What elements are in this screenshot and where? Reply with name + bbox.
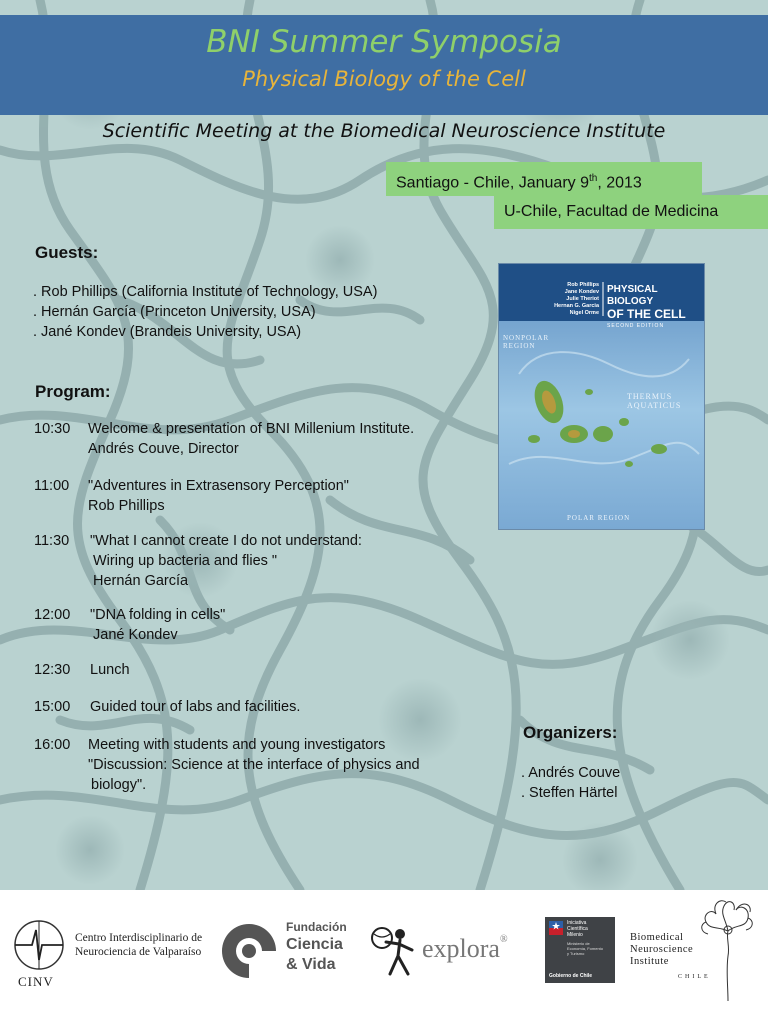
program-time: 16:00 <box>34 737 71 753</box>
program-time: 12:00 <box>34 607 71 623</box>
explora-name <box>422 934 508 964</box>
fundacion-emblem-icon <box>218 920 280 982</box>
program-details <box>90 531 480 591</box>
program-time: 11:30 <box>34 533 70 549</box>
sponsor-footer <box>0 890 768 1009</box>
program-line: "DNA folding in cells" <box>90 607 226 623</box>
book-edition: SECOND EDITION <box>607 323 665 329</box>
program-time: 10:30 <box>34 421 71 437</box>
gobierno-line: Economía, Fomento <box>567 946 604 951</box>
book-author: Julie Theriot <box>566 296 599 302</box>
venue-text: U-Chile, Facultad de Medicina <box>504 203 719 220</box>
cinv-acronym: CINV <box>18 974 54 989</box>
neuron-tree-icon <box>698 896 756 1001</box>
program-line: Welcome & presentation of BNI Millenium Institute. <box>88 421 415 437</box>
program-line: Meeting with students and young investigators <box>88 737 386 753</box>
book-author: Rob Phillips <box>567 282 599 288</box>
program-time: 15:00 <box>34 699 71 715</box>
guest-item: . Jané Kondev (Brandeis University, USA) <box>33 324 302 340</box>
bni-country: CHILE <box>678 974 711 980</box>
fundacion-logo <box>218 920 358 990</box>
book-author: Hernan G. Garcia <box>554 303 599 309</box>
venue-box <box>494 195 768 229</box>
page-subtitle: Physical Biology of the Cell <box>242 67 526 91</box>
program-details <box>88 419 478 459</box>
program-heading: Program: <box>35 382 111 401</box>
gobierno-line: Científica <box>567 926 588 932</box>
organizer-list <box>521 763 620 803</box>
program-line: Guided tour of labs and facilities. <box>90 699 301 715</box>
bni-logo <box>630 896 760 1001</box>
date-text: Santiago - Chile, January 9 <box>396 174 589 192</box>
gobierno-line: Ministerio de <box>567 941 590 946</box>
meeting-description: Scientific Meeting at the Biomedical Neuroscience Institute <box>102 120 666 142</box>
registered-mark: ® <box>499 934 508 945</box>
cinv-logo <box>12 918 212 998</box>
fundacion-line: Ciencia <box>286 936 343 953</box>
program-details <box>88 735 478 795</box>
date-box <box>386 162 702 196</box>
program-line: Rob Phillips <box>88 498 165 514</box>
program-details <box>90 697 480 717</box>
fundacion-name <box>286 920 347 975</box>
book-cover <box>498 263 705 530</box>
gobierno-logo <box>545 917 615 983</box>
organizer-item: . Andrés Couve <box>521 765 621 781</box>
book-author: Nigel Orme <box>569 310 599 316</box>
program-line: biology". <box>91 777 147 793</box>
explora-text: explora <box>422 934 500 963</box>
page-title: BNI Summer Symposia <box>206 24 562 60</box>
gobierno-line: Iniciativa <box>567 920 587 926</box>
gobierno-ministry <box>567 941 603 956</box>
program-details <box>88 476 478 516</box>
program-time: 12:30 <box>34 662 71 678</box>
guest-item: . Hernán García (Princeton University, USA) <box>33 304 316 320</box>
date-ordinal: th <box>589 173 598 184</box>
book-title <box>607 284 704 332</box>
gobierno-text <box>567 920 588 938</box>
book-map-label: THERMUS AQUATICUS <box>627 392 682 410</box>
bni-line: Institute <box>630 956 669 967</box>
program-line: Jané Kondev <box>93 627 178 643</box>
cinv-emblem-icon <box>12 918 66 974</box>
cinv-name <box>75 931 202 959</box>
book-authors <box>507 282 599 317</box>
program-line: Wiring up bacteria and flies " <box>93 553 278 569</box>
bni-line: Biomedical <box>630 932 684 943</box>
book-title-line: PHYSICAL BIOLOGY <box>607 284 658 307</box>
book-map-label: POLAR REGION <box>567 514 631 522</box>
explorer-figure-icon <box>368 920 422 980</box>
cinv-line: Centro Interdisciplinario de <box>75 932 203 944</box>
explora-logo <box>368 920 528 990</box>
guest-item: . Rob Phillips (California Institute of Technology, USA) <box>33 284 378 300</box>
gobierno-line: y Turismo <box>567 951 585 956</box>
program-line: "Discussion: Science at the interface of physics and <box>88 757 420 773</box>
guest-list <box>33 282 377 342</box>
program-line: "Adventures in Extrasensory Perception" <box>88 478 349 494</box>
program-details <box>90 605 480 645</box>
program-line: Hernán García <box>93 573 189 589</box>
program-line: Lunch <box>90 662 130 678</box>
gobierno-line: Milenio <box>567 932 583 938</box>
fundacion-line: & Vida <box>286 956 336 973</box>
guests-heading: Guests: <box>35 243 99 262</box>
cinv-line: Neurociencia de Valparaíso <box>75 946 202 958</box>
bni-line: Neuroscience <box>630 944 694 955</box>
program-line: Andrés Couve, Director <box>88 441 239 457</box>
program-time: 11:00 <box>34 478 70 494</box>
book-author: Jane Kondev <box>564 289 599 295</box>
bni-name <box>630 932 693 968</box>
gobierno-footer: Gobierno de Chile <box>549 973 593 979</box>
chile-shield-icon <box>549 921 563 935</box>
book-map-label: NONPOLAR REGION <box>503 334 550 350</box>
book-title-line: OF THE CELL <box>607 307 686 321</box>
date-year: , 2013 <box>597 174 642 192</box>
program-details <box>90 660 480 680</box>
organizer-item: . Steffen Härtel <box>521 785 618 801</box>
organizers-heading: Organizers: <box>523 723 618 742</box>
fundacion-line: Fundación <box>286 920 347 934</box>
program-line: "What I cannot create I do not understand: <box>90 533 362 549</box>
